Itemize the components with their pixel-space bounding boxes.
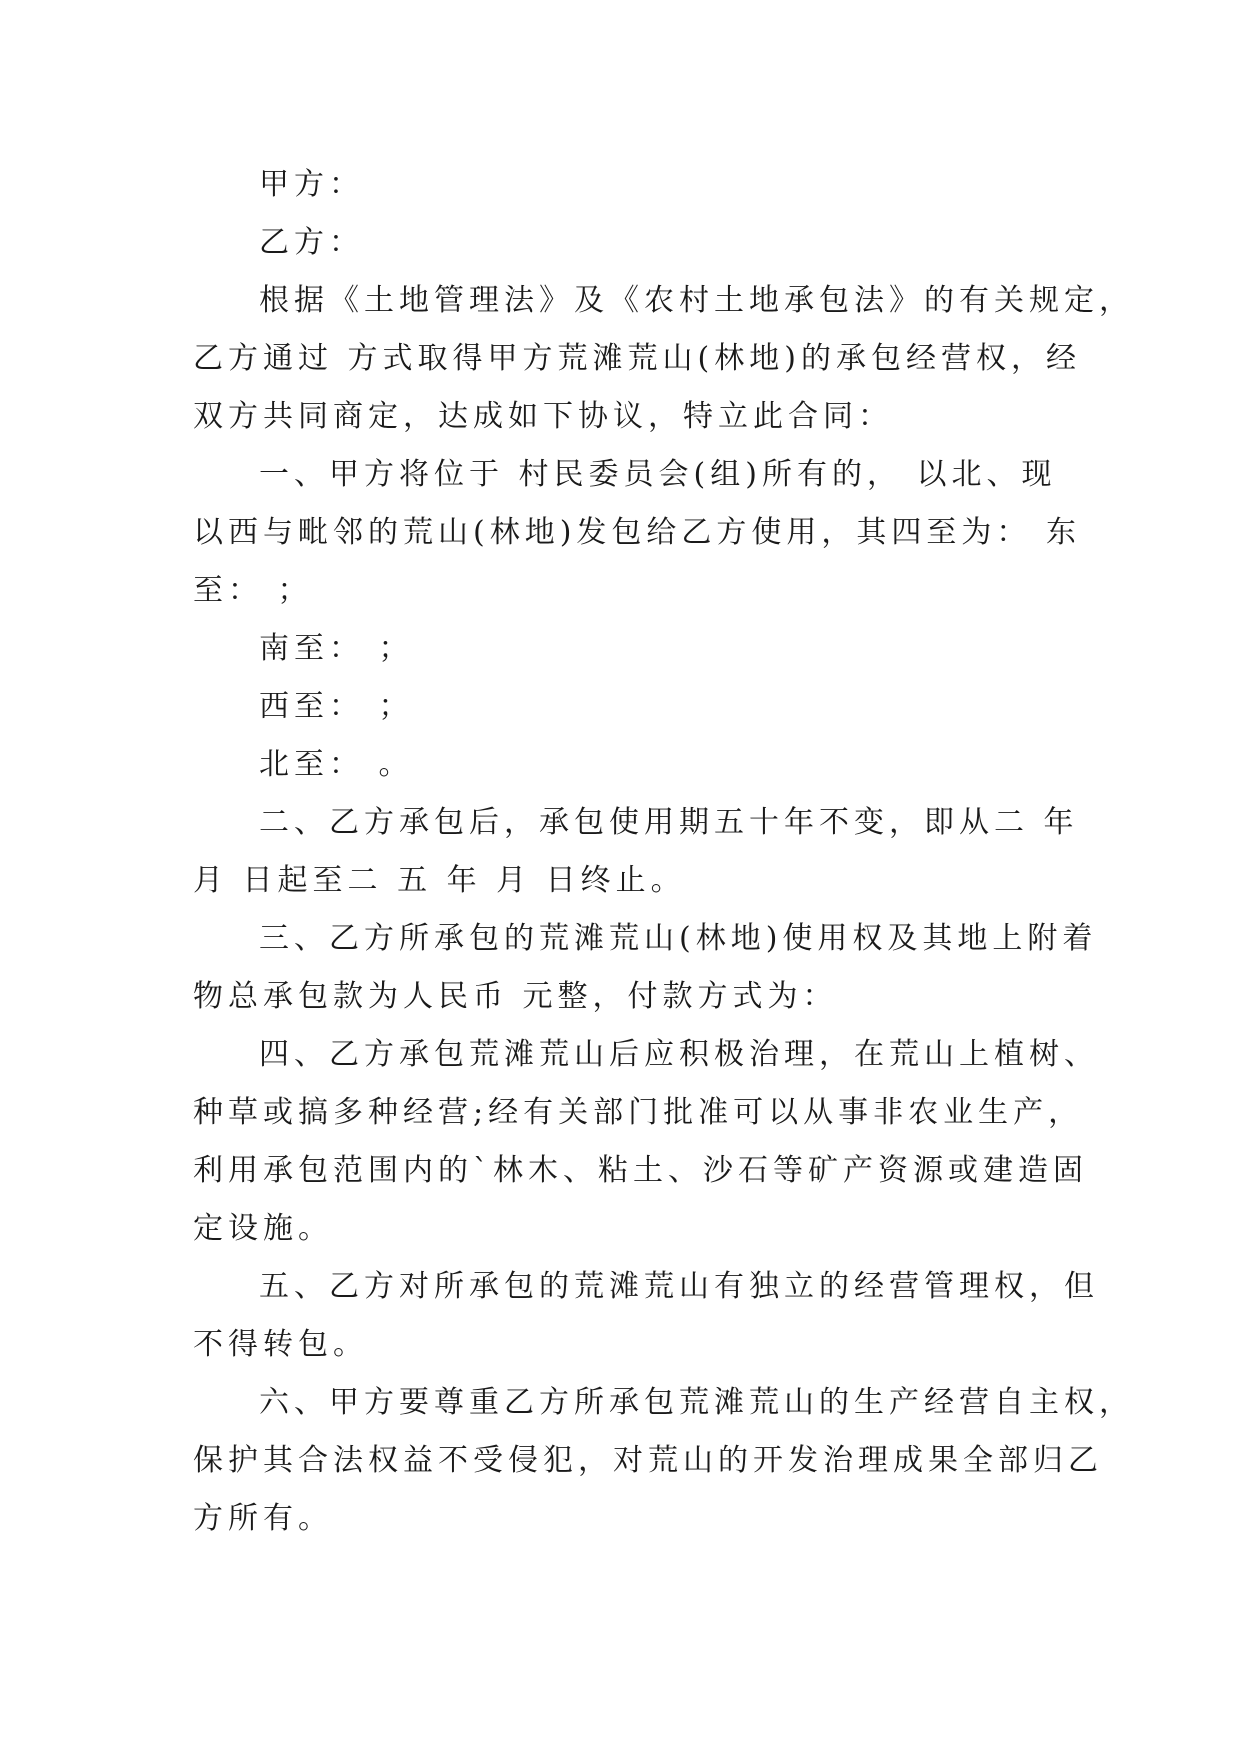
clause-4-line-2: 种草或搞多种经营;经有关部门批准可以从事非农业生产， <box>193 1095 1084 1130</box>
preamble-line-1: 根据《土地管理法》及《农村土地承包法》的有关规定， <box>259 283 1134 318</box>
boundary-north-line: 北至： 。 <box>259 747 414 782</box>
clause-6-line-2: 保护其合法权益不受侵犯，对荒山的开发治理成果全部归乙 <box>193 1443 1103 1478</box>
clause-3-line-2: 物总承包款为人民币 元整，付款方式为： <box>193 979 838 1014</box>
clause-4-line-4: 定设施。 <box>193 1211 333 1246</box>
clause-6-line-1: 六、甲方要尊重乙方所承包荒滩荒山的生产经营自主权， <box>259 1385 1134 1420</box>
clause-4-line-3: 利用承包范围内的`林木、粘土、沙石等矿产资源或建造固 <box>193 1153 1088 1188</box>
clause-1-line-1: 一、甲方将位于 村民委员会(组)所有的， 以北、现 <box>259 457 1057 492</box>
clause-1-line-2: 以西与毗邻的荒山(林地)发包给乙方使用，其四至为： 东 <box>193 515 1081 550</box>
preamble-line-2: 乙方通过 方式取得甲方荒滩荒山(林地)的承包经营权，经 <box>193 341 1081 376</box>
clause-5-line-1: 五、乙方对所承包的荒滩荒山有独立的经营管理权，但 <box>259 1269 1099 1304</box>
party-b-line: 乙方： <box>259 225 364 260</box>
clause-4-line-1: 四、乙方承包荒滩荒山后应积极治理，在荒山上植树、 <box>259 1037 1099 1072</box>
clause-2-line-1: 二、乙方承包后，承包使用期五十年不变，即从二 年 <box>259 805 1079 840</box>
party-a-line: 甲方： <box>259 167 364 202</box>
boundary-south-line: 南至： ； <box>259 631 414 666</box>
clause-6-line-3: 方所有。 <box>193 1501 333 1536</box>
clause-3-line-1: 三、乙方所承包的荒滩荒山(林地)使用权及其地上附着 <box>259 921 1098 956</box>
boundary-west-line: 西至： ； <box>259 689 414 724</box>
preamble-line-3: 双方共同商定，达成如下协议，特立此合同： <box>193 399 893 434</box>
clause-5-line-2: 不得转包。 <box>193 1327 368 1362</box>
clause-2-line-2: 月 日起至二 五 年 月 日终止。 <box>193 863 686 898</box>
clause-1-line-3: 至： ； <box>193 573 313 608</box>
